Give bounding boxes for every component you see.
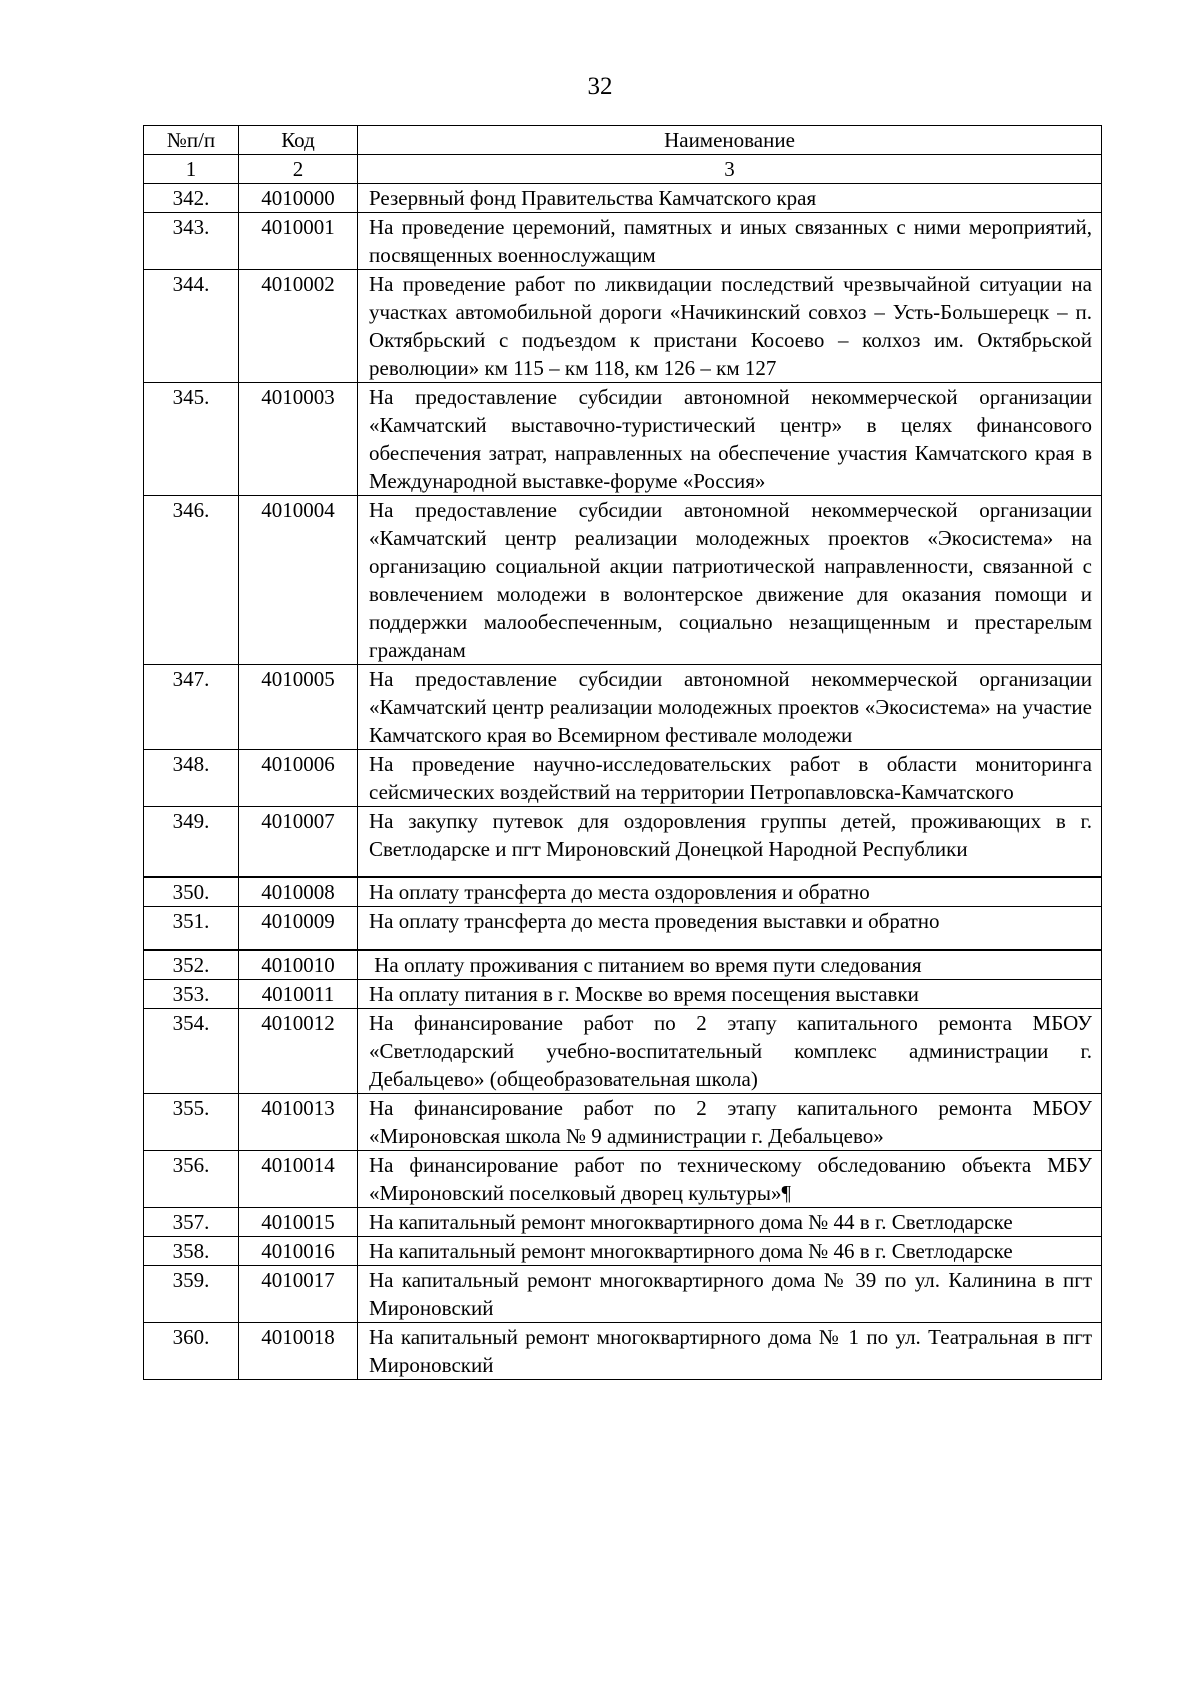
row-code: 4010018 bbox=[239, 1323, 358, 1380]
table-row bbox=[144, 184, 1102, 213]
row-name: На капитальный ремонт многоквартирного дома № 1 по ул. Театральная в пгт Мироновский bbox=[358, 1323, 1102, 1380]
row-name: На оплату питания в г. Москве во время посещения выставки bbox=[358, 980, 1102, 1009]
table-row bbox=[144, 906, 1102, 950]
row-code: 4010001 bbox=[239, 213, 358, 270]
table-row bbox=[144, 665, 1102, 750]
row-code: 4010000 bbox=[239, 184, 358, 213]
row-name: На предоставление субсидии автономной некоммерческой организации «Камчатский центр реализации молодежных проектов «Экосистема» на организацию социальной акции патриотической направленности, связанной с вовлечением молодежи в волонтерское движение для оказания помощи и поддержки малообеспеченным, социально незащищенным и престарелым гражданам bbox=[358, 496, 1102, 665]
row-name: На капитальный ремонт многоквартирного дома № 44 в г. Светлодарске bbox=[358, 1208, 1102, 1237]
table-row bbox=[144, 1323, 1102, 1380]
column-number-1: 1 bbox=[144, 155, 239, 184]
row-code: 4010014 bbox=[239, 1151, 358, 1208]
row-number: 345. bbox=[144, 383, 239, 496]
header-name: Наименование bbox=[358, 126, 1102, 155]
row-code: 4010006 bbox=[239, 750, 358, 807]
row-number: 358. bbox=[144, 1237, 239, 1266]
row-number: 355. bbox=[144, 1094, 239, 1151]
table-row bbox=[144, 1208, 1102, 1237]
row-code: 4010003 bbox=[239, 383, 358, 496]
row-number: 343. bbox=[144, 213, 239, 270]
row-number: 349. bbox=[144, 807, 239, 877]
row-number: 350. bbox=[144, 877, 239, 907]
row-name: На финансирование работ по 2 этапу капитального ремонта МБОУ «Мироновская школа № 9 администрации г. Дебальцево» bbox=[358, 1094, 1102, 1151]
row-number: 347. bbox=[144, 665, 239, 750]
table-row bbox=[144, 1151, 1102, 1208]
row-name: На финансирование работ по 2 этапу капитального ремонта МБОУ «Светлодарский учебно-воспитательный комплекс администрации г. Дебальцево» (общеобразовательная школа) bbox=[358, 1009, 1102, 1094]
row-name: На оплату трансферта до места оздоровления и обратно bbox=[358, 877, 1102, 907]
row-name: На капитальный ремонт многоквартирного дома № 39 по ул. Калинина в пгт Мироновский bbox=[358, 1266, 1102, 1323]
table-row bbox=[144, 213, 1102, 270]
row-code: 4010011 bbox=[239, 980, 358, 1009]
row-code: 4010008 bbox=[239, 877, 358, 907]
row-code: 4010002 bbox=[239, 270, 358, 383]
column-number-2: 2 bbox=[239, 155, 358, 184]
row-code: 4010005 bbox=[239, 665, 358, 750]
row-code: 4010012 bbox=[239, 1009, 358, 1094]
header-code: Код bbox=[239, 126, 358, 155]
table-row bbox=[144, 807, 1102, 877]
header-number: №п/п bbox=[144, 126, 239, 155]
row-number: 356. bbox=[144, 1151, 239, 1208]
row-name: На предоставление субсидии автономной некоммерческой организации «Камчатский выставочно-туристический центр» в целях финансового обеспечения затрат, направленных на обеспечение участия Камчатского края в Международной выставке-форуме «Россия» bbox=[358, 383, 1102, 496]
table-row bbox=[144, 1237, 1102, 1266]
row-name: На оплату трансферта до места проведения выставки и обратно bbox=[358, 906, 1102, 950]
row-number: 353. bbox=[144, 980, 239, 1009]
table-row bbox=[144, 750, 1102, 807]
row-code: 4010009 bbox=[239, 906, 358, 950]
row-name: На капитальный ремонт многоквартирного дома № 46 в г. Светлодарске bbox=[358, 1237, 1102, 1266]
row-code: 4010017 bbox=[239, 1266, 358, 1323]
row-name: Резервный фонд Правительства Камчатского края bbox=[358, 184, 1102, 213]
row-number: 352. bbox=[144, 950, 239, 980]
row-name: На предоставление субсидии автономной некоммерческой организации «Камчатский центр реализации молодежных проектов «Экосистема» на участие Камчатского края во Всемирном фестивале молодежи bbox=[358, 665, 1102, 750]
row-name: На проведение церемоний, памятных и иных связанных с ними мероприятий, посвященных военнослужащим bbox=[358, 213, 1102, 270]
row-number: 357. bbox=[144, 1208, 239, 1237]
table-row bbox=[144, 1094, 1102, 1151]
row-number: 344. bbox=[144, 270, 239, 383]
row-code: 4010007 bbox=[239, 807, 358, 877]
row-code: 4010004 bbox=[239, 496, 358, 665]
table-row bbox=[144, 1009, 1102, 1094]
column-number-3: 3 bbox=[358, 155, 1102, 184]
row-number: 346. bbox=[144, 496, 239, 665]
row-number: 360. bbox=[144, 1323, 239, 1380]
table-row bbox=[144, 383, 1102, 496]
row-number: 348. bbox=[144, 750, 239, 807]
row-name: На оплату проживания с питанием во время пути следования bbox=[358, 950, 1102, 980]
row-number: 342. bbox=[144, 184, 239, 213]
row-number: 359. bbox=[144, 1266, 239, 1323]
row-name: На финансирование работ по техническому обследованию объекта МБУ «Мироновский поселковый дворец культуры»¶ bbox=[358, 1151, 1102, 1208]
row-name: На проведение работ по ликвидации последствий чрезвычайной ситуации на участках автомобильной дороги «Начикинский совхоз – Усть-Большерецк – п. Октябрьский с подъездом к пристани Косоево – колхоз им. Октябрьской революции» км 115 – км 118, км 126 – км 127 bbox=[358, 270, 1102, 383]
table-row bbox=[144, 877, 1102, 907]
table-column-numbers-row bbox=[144, 155, 1102, 184]
row-name: На проведение научно-исследовательских работ в области мониторинга сейсмических воздействий на территории Петропавловска-Камчатского bbox=[358, 750, 1102, 807]
row-code: 4010016 bbox=[239, 1237, 358, 1266]
table-row bbox=[144, 496, 1102, 665]
table-row bbox=[144, 270, 1102, 383]
table-row bbox=[144, 980, 1102, 1009]
table-header-row bbox=[144, 126, 1102, 155]
page-number: 32 bbox=[587, 73, 613, 100]
row-code: 4010013 bbox=[239, 1094, 358, 1151]
table-row bbox=[144, 1266, 1102, 1323]
table-row bbox=[144, 950, 1102, 980]
row-code: 4010015 bbox=[239, 1208, 358, 1237]
row-code: 4010010 bbox=[239, 950, 358, 980]
row-number: 351. bbox=[144, 906, 239, 950]
row-number: 354. bbox=[144, 1009, 239, 1094]
row-name: На закупку путевок для оздоровления группы детей, проживающих в г. Светлодарске и пгт Мироновский Донецкой Народной Республики bbox=[358, 807, 1102, 877]
budget-code-table bbox=[143, 125, 1102, 1380]
